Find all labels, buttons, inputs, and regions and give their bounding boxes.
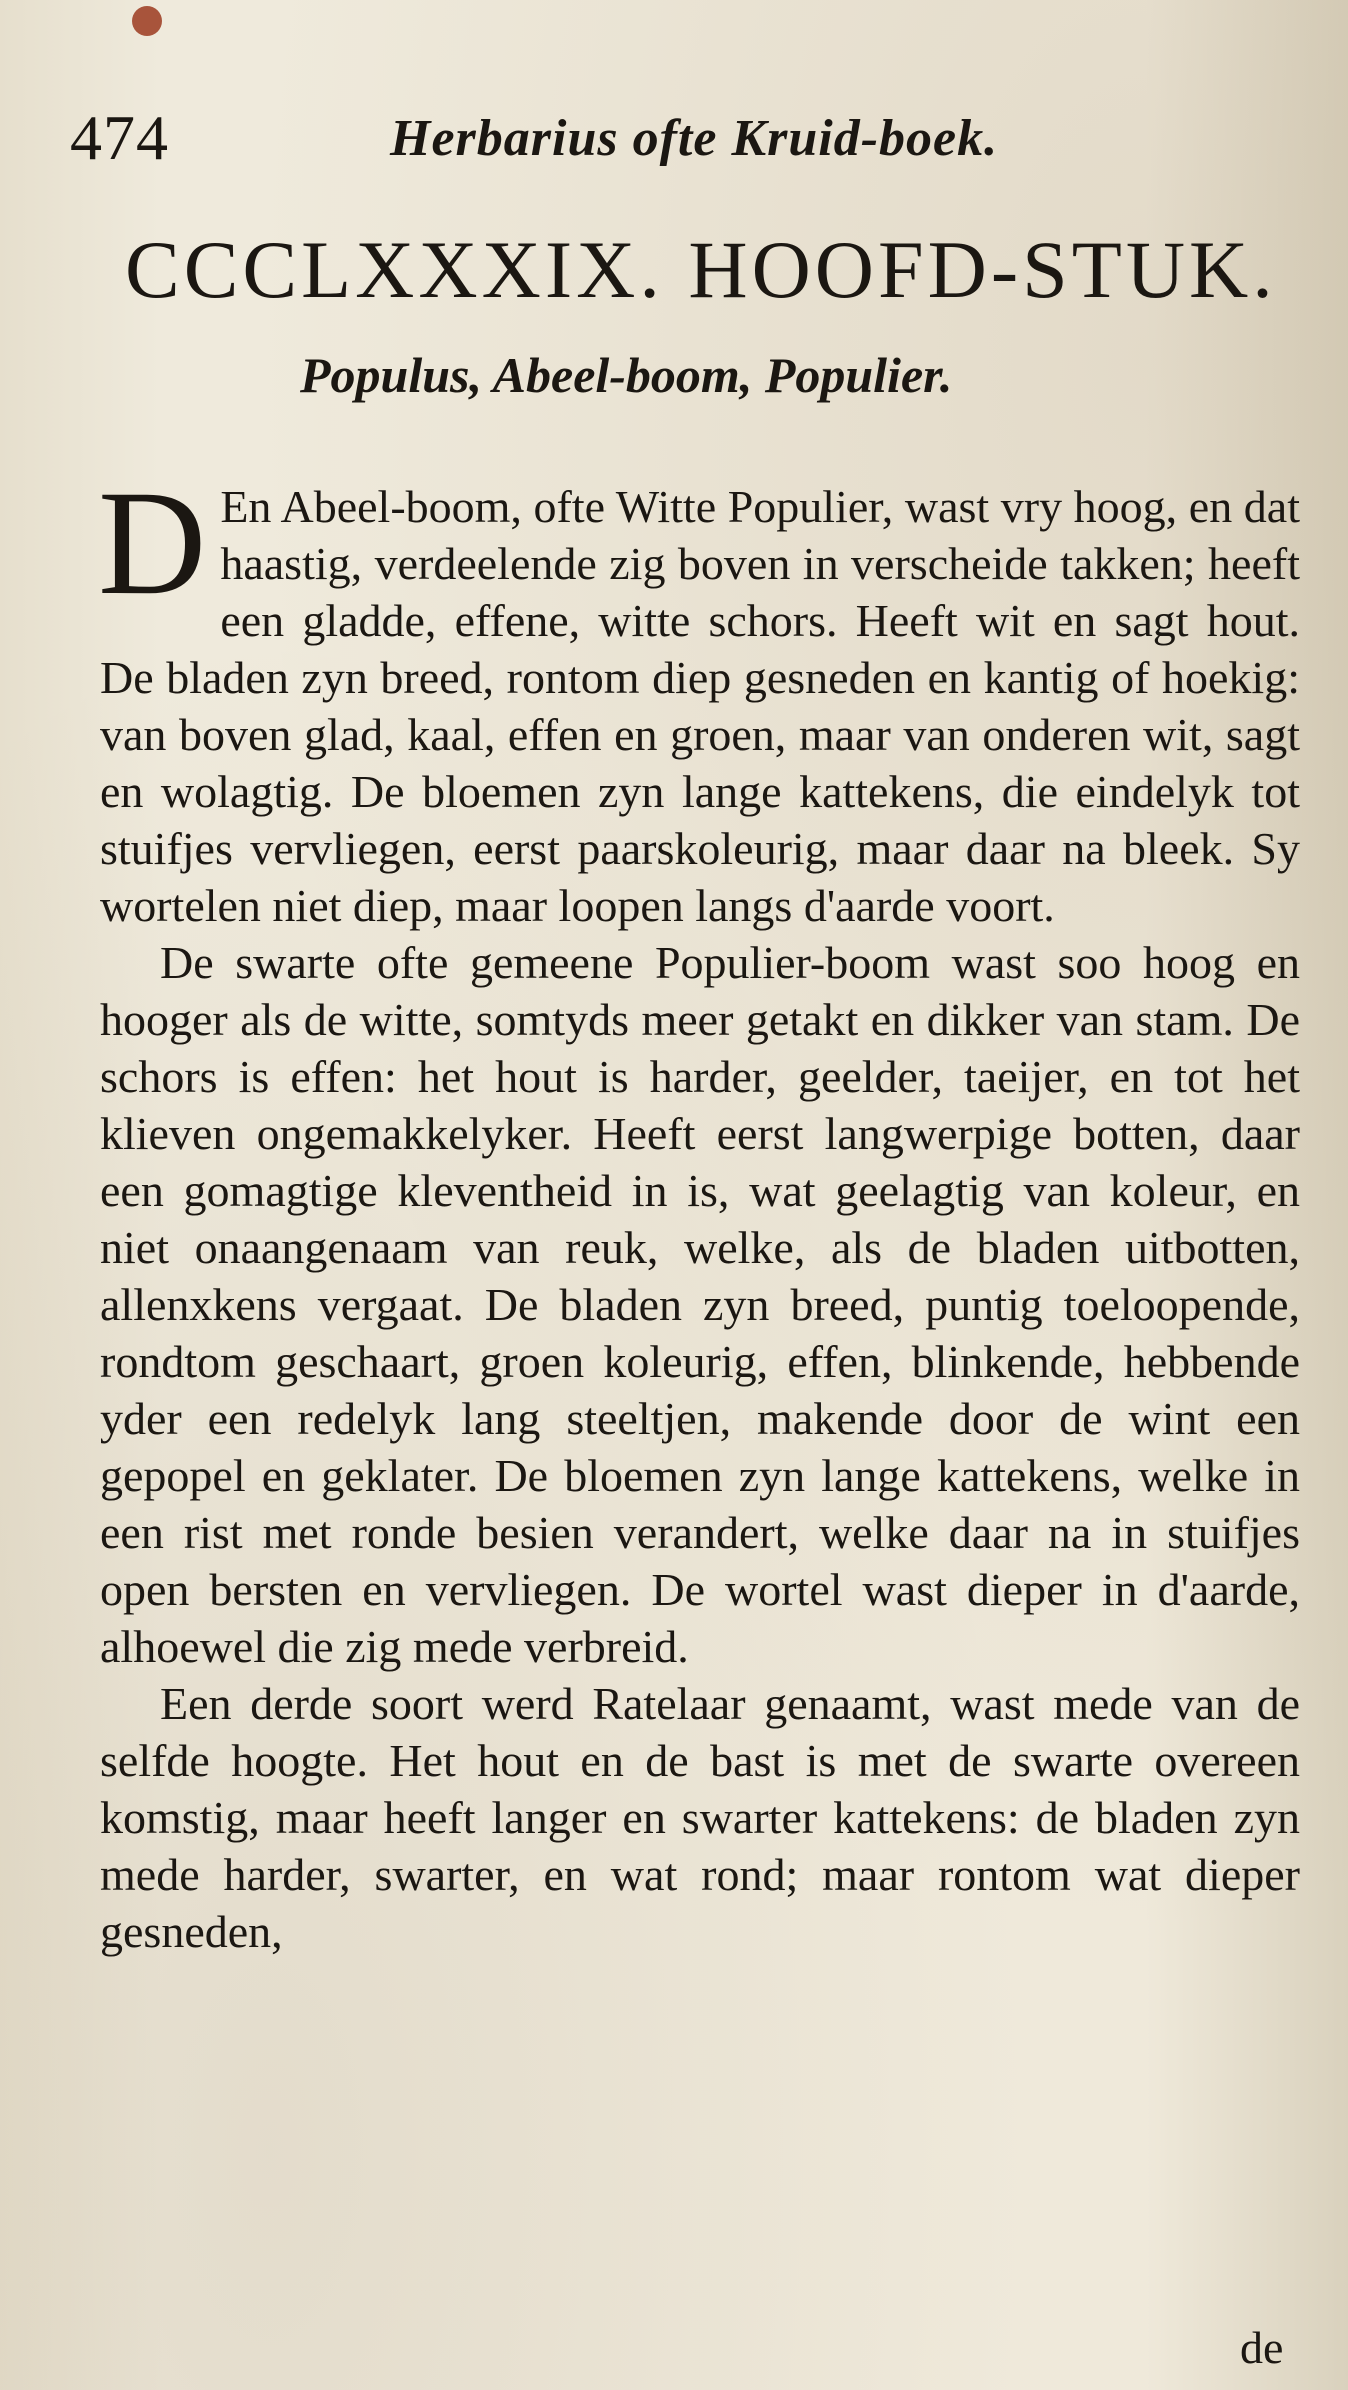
- paragraph-1: [98, 460, 1300, 934]
- chapter-subtitle: Populus, Abeel-boom, Populier.: [300, 347, 953, 403]
- chapter-heading: CCCLXXXIX. HOOFD-STUK.: [125, 224, 1277, 315]
- page-header: [70, 98, 1300, 188]
- page-number: 474: [70, 102, 169, 173]
- paragraph-3: Een derde soort werd Ratelaar genaamt, wast mede van de selfde hoogte. Het hout en de bast is met de swarte overeen komstig, maar heeft langer en swarter kattekens: de bladen zyn mede harder, swarter, en wat rond; maar rontom wat dieper gesneden,: [100, 1678, 1300, 1957]
- running-title: Herbarius ofte Kruid-boek.: [390, 110, 999, 167]
- paragraph-1-text: En Abeel-boom, ofte Witte Populier, wast vry hoog, en dat haastig, verdeelende zig boven in verscheide takken; heeft een gladde, effene, witte schors. Heeft wit en sagt hout. De bladen zyn breed, rontom diep gesneden en kantig of hoekig: van boven glad, kaal, effen en groen, maar van onderen wit, sagt en wolagtig. De bloemen zyn lange kattekens, die eindelyk tot stuifjes vervliegen, eerst paarskoleurig, maar daar na bleek. Sy wortelen niet diep, maar loopen langs d'aarde voort.: [100, 481, 1300, 931]
- catchword: de: [1240, 2322, 1284, 2373]
- ink-stain: [132, 6, 162, 36]
- paragraph-2: De swarte ofte gemeene Populier-boom wast soo hoog en hooger als de witte, somtyds meer getakt en dikker van stam. De schors is effen: het hout is harder, geelder, taeijer, en tot het klieven ongemakkelyker. Heeft eerst langwerpige botten, daar een gomagtige kleventheid in is, wat geelagtig van koleur, en niet onaangenaam van reuk, welke, als de bladen uitbotten, allenxkens vergaat. De bladen zyn breed, puntig toeloopende, rondtom geschaart, groen koleurig, effen, blinkende, hebbende yder een redelyk lang steeltjen, makende door de wint een gepopel en geklater. De bloemen zyn lange kattekens, welke in een rist met ronde besien verandert, welke daar na in stuifjes open bersten en vervliegen. De wortel wast dieper in d'aarde, alhoewel die zig mede verbreid.: [100, 937, 1300, 1672]
- drop-cap: D: [98, 460, 207, 626]
- body-text: [98, 460, 1300, 1960]
